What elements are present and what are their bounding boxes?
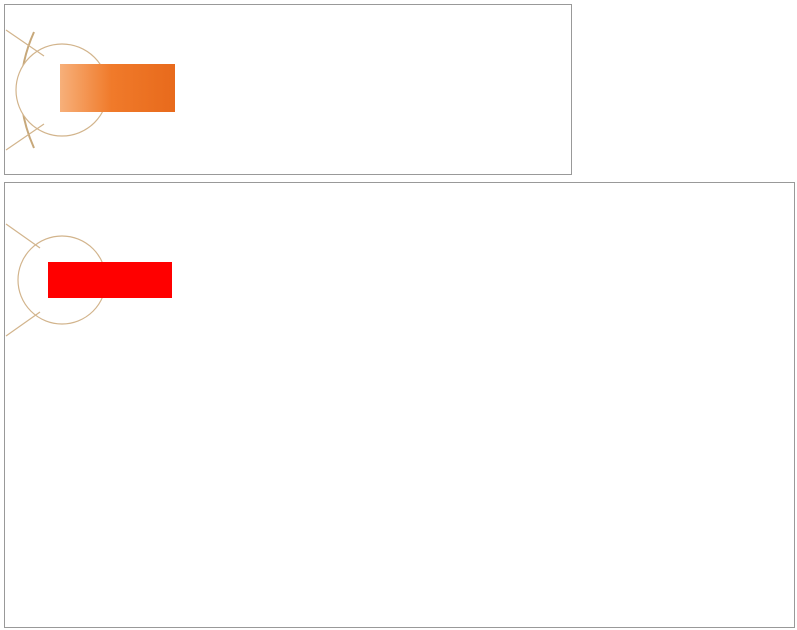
adecuado-label [60, 64, 175, 112]
inadecuado-label [48, 262, 172, 298]
